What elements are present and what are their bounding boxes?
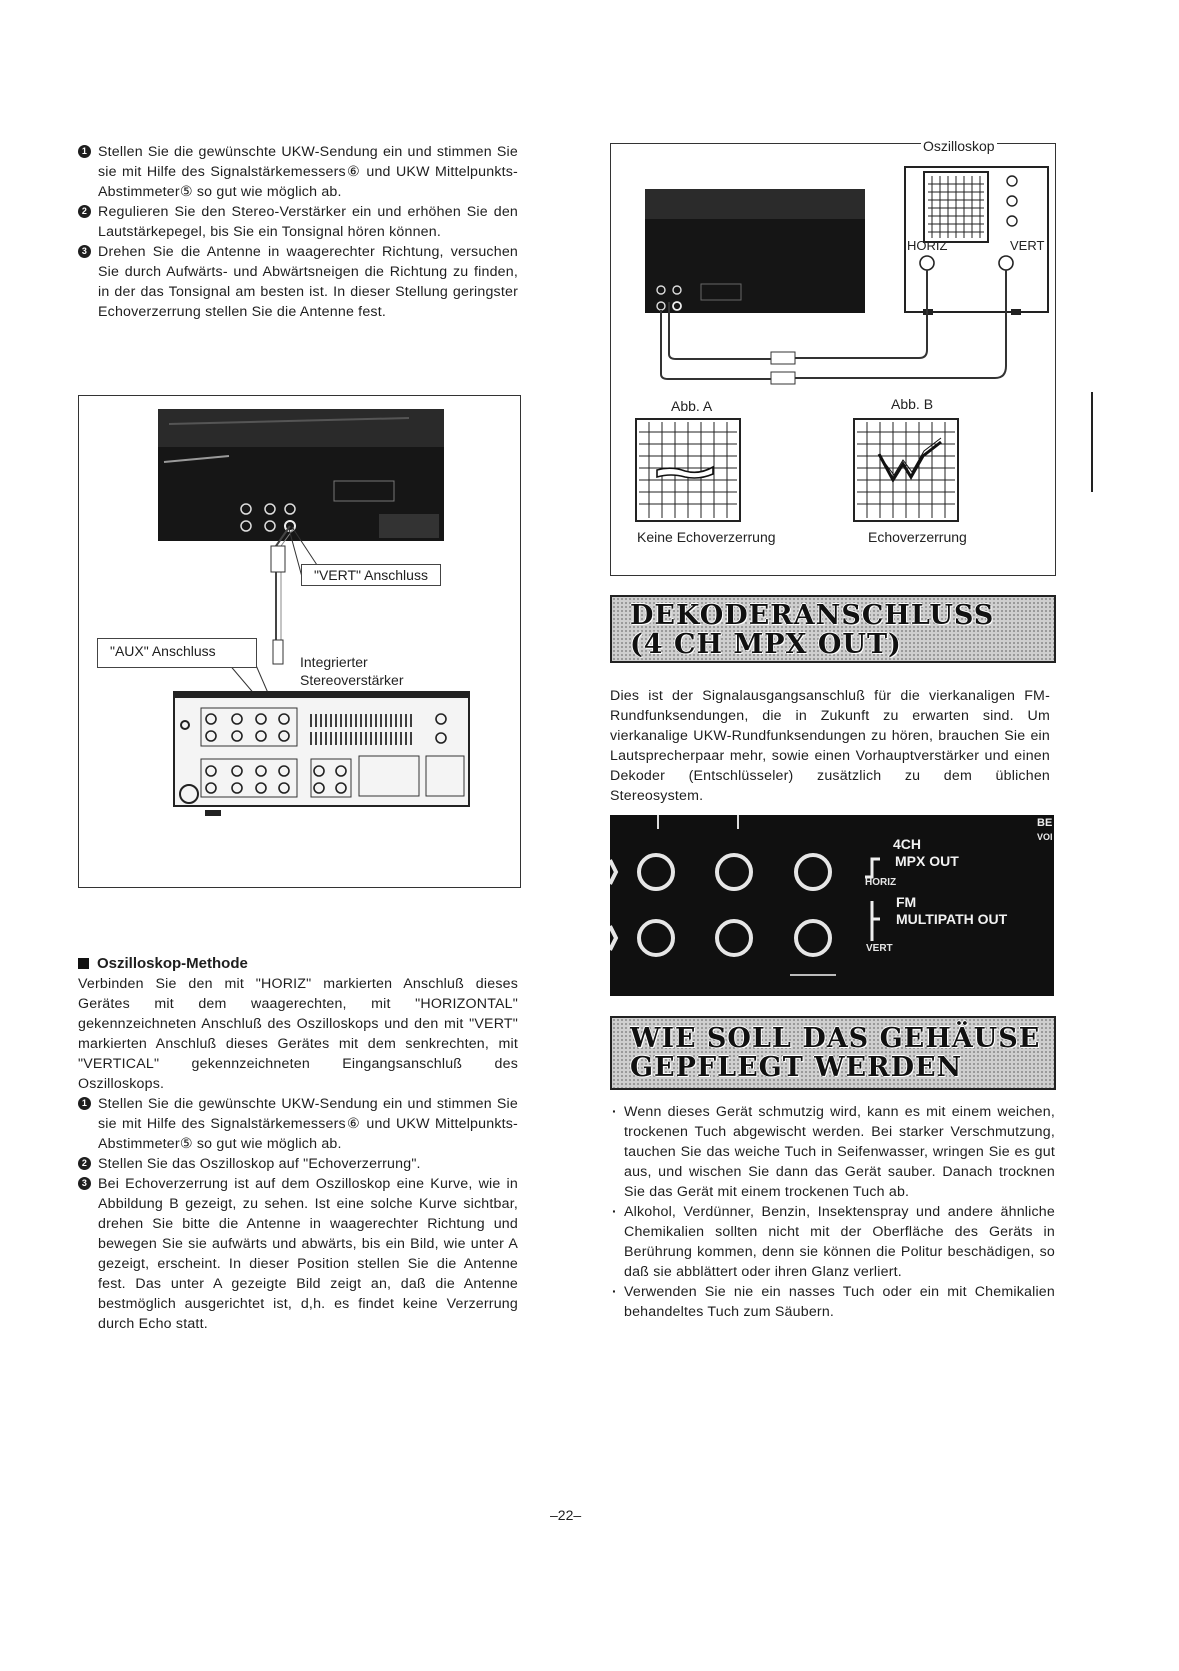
step-text: Regulieren Sie den Stereo-Verstärker ein und erhöhen Sie den Lautstärkepegel, bis Sie ein Tonsignal hören können. xyxy=(98,204,518,240)
list-item xyxy=(78,1174,518,1334)
amplifier-label-1: Integrierter xyxy=(300,654,368,670)
list-item: · Alkohol, Verdünner, Benzin, Insektenspray und andere ähnliche Chemikalien sollten nicht mit der Oberfläche des Geräts in Berührung kommen, denn sie können die Politur beschädigen, so daß sie abblättert oder ihren Glanz verliert. xyxy=(610,1202,1055,1282)
oszi-step-list xyxy=(78,1094,518,1334)
banner-title-line2: (4 CH MPX OUT) xyxy=(630,629,902,660)
step-number-icon: 2 xyxy=(78,205,91,218)
caption-b: Echoverzerrung xyxy=(868,529,967,545)
step-text: Stellen Sie die gewünschte UKW-Sendung ein und stimmen Sie sie mit Hilfe des Signalstärkemessers⑥ und UKW Mittelpunkts-Abstimmeter⑤ so gut wie möglich ab. xyxy=(98,144,518,200)
jack-label-4ch: 4CH xyxy=(893,836,922,852)
vert-label: VERT xyxy=(1010,238,1045,253)
list-item xyxy=(78,1154,518,1174)
intro-step-list xyxy=(78,142,518,322)
tuner-top-panel xyxy=(158,409,444,447)
section-heading xyxy=(78,954,518,974)
jack-panel-photo xyxy=(610,815,1054,996)
step-number-icon: 3 xyxy=(78,1177,91,1190)
caption-a: Keine Echoverzerrung xyxy=(637,529,776,545)
jack-label-vert: VERT xyxy=(866,943,893,954)
step-text: Drehen Sie die Antenne in waagerechter Richtung, versuchen Sie durch Aufwärts- und Abwärtsneigen die Richtung zu finden, in der das Tonsignal am besten ist. In dieser Stellung geringster Echoverzerrung stellen Sie die Antenne fest. xyxy=(98,244,518,320)
section-heading-text: Oszilloskop-Methode xyxy=(97,955,248,972)
square-bullet-icon xyxy=(78,958,89,969)
oscilloscope-figure xyxy=(610,138,1056,576)
step-text: Stellen Sie das Oszilloskop auf "Echoverzerrung". xyxy=(98,1156,421,1172)
horiz-label: HORIZ xyxy=(907,238,948,253)
step-text: Stellen Sie die gewünschte UKW-Sendung ein und stimmen Sie sie mit Hilfe des Signalstärkemessers⑥ und UKW Mittelpunkts-Abstimmeter⑤ so gut wie möglich ab. xyxy=(98,1096,518,1152)
aux-callout: "AUX" Anschluss xyxy=(97,638,257,668)
care-list xyxy=(610,1102,1055,1322)
amplifier-rear xyxy=(174,692,469,806)
list-item xyxy=(78,142,518,202)
step-number-icon: 2 xyxy=(78,1157,91,1170)
dekoder-text: Dies ist der Signalausgangsanschluß für die vierkanaligen FM-Rundfunksendungen, die in Zukunft zu erwarten sind. Um vierkanalige UKW-Rundfunksendungen zu hören, brauchen Sie ein Lautsprecherpaar mehr, sowie einen Vorhauptverstärker und einen Dekoder (Entschlüsseler) zusätzlich zu dem üblichen Stereosystem. xyxy=(610,688,1050,804)
oszilloskop-label: Oszilloskop xyxy=(923,138,995,154)
intro-steps xyxy=(78,142,518,322)
list-item: · Verwenden Sie nie ein nasses Tuch oder ein mit Chemikalien behandeltes Tuch zum Säubern. xyxy=(610,1282,1055,1322)
step-number-icon: 1 xyxy=(78,1097,91,1110)
jack-label-corner-top: BE xyxy=(1037,817,1053,829)
amplifier-label-2: Stereoverstärker xyxy=(300,672,404,688)
list-item xyxy=(78,202,518,242)
oszi-intro: Verbinden Sie den mit "HORIZ" markierten Anschluß dieses Gerätes mit dem waagerechten, mit "HORIZONTAL" gekennzeichneten Anschluß des Oszilloskops und den mit "VERT" markierten Anschluß dieses Gerätes mit dem senkrechten, mit "VERTICAL" gekennzeichneten Eingangsanschluß des Oszilloskops. xyxy=(78,976,518,1092)
jack-label-horiz: HORIZ xyxy=(865,877,897,888)
dekoder-banner xyxy=(610,595,1056,663)
jack-label-fm: FM xyxy=(896,894,917,910)
jack-label-mpx-out: MPX OUT xyxy=(895,853,959,869)
step-number-icon: 1 xyxy=(78,145,91,158)
step-number-icon: 3 xyxy=(78,245,91,258)
jack-label-corner-bottom: VOI xyxy=(1037,832,1053,842)
jack-panel-illustration xyxy=(610,815,1054,996)
oszi-section xyxy=(78,954,518,1334)
margin-rule xyxy=(1091,392,1093,492)
jack-label-multipath-out: MULTIPATH OUT xyxy=(896,911,1008,927)
banner-title-line2: GEPFLEGT WERDEN xyxy=(630,1052,963,1083)
gehaeuse-banner xyxy=(610,1016,1056,1090)
list-item xyxy=(78,1094,518,1154)
list-item xyxy=(78,242,518,322)
abb-b-label: Abb. B xyxy=(891,396,934,412)
step-text: Bei Echoverzerrung ist auf dem Oszilloskop eine Kurve, wie in Abbildung B gezeigt, zu sehen. Ist eine solche Kurve sichtbar, drehen Sie bitte die Antenne in waagerechter Richtung und bewegen Sie sie aufwärts und abwärts, bis ein Bild, wie unter A gezeigt, erscheint. In dieser Position stellen Sie die Antenne fest. Das unter A gezeigte Bild zeigt an, daß die Antenne bestmöglich ausgerichtet ist, d,h. es findet keine Verzerrung durch Echo statt. xyxy=(98,1176,518,1332)
banner-title-line1: DEKODERANSCHLUSS xyxy=(630,600,995,631)
list-item: · Wenn dieses Gerät schmutzig wird, kann es mit einem weichen, trockenen Tuch abgewischt werden. Bei starker Verschmutzung, tauchen Sie das weiche Tuch in Seifenwasser, wringen Sie es gut aus, und wischen Sie dann das Gerät sauber. Danach trocknen Sie das Gerät mit einem trockenen Tuch ab. xyxy=(610,1102,1055,1202)
connection-figure xyxy=(78,395,521,888)
abb-a-label: Abb. A xyxy=(671,398,713,414)
oscilloscope-illustration xyxy=(611,144,1055,575)
banner-title-line1: WIE SOLL DAS GEHÄUSE xyxy=(630,1023,1041,1054)
vert-callout: "VERT" Anschluss xyxy=(301,564,441,586)
page-number: –22– xyxy=(550,1507,582,1523)
